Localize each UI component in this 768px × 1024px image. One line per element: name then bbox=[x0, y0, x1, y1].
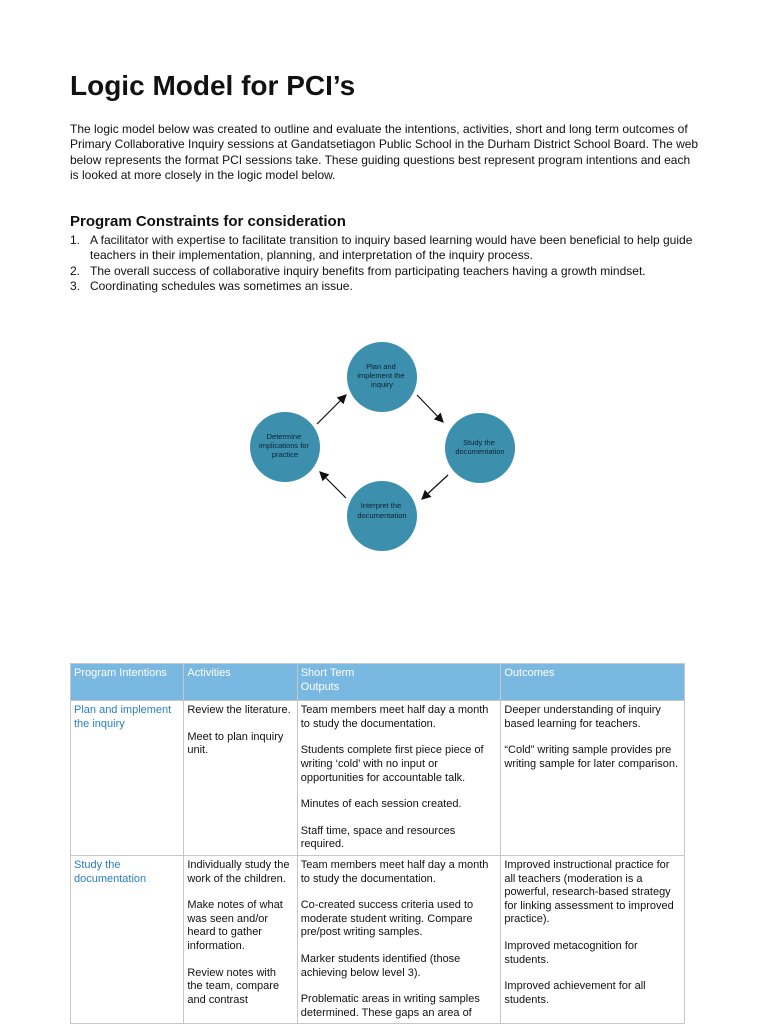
node-label-line: documentation bbox=[357, 511, 407, 520]
cell-paragraph: Improved achievement for all students. bbox=[504, 980, 646, 1006]
cycle-node-left bbox=[250, 412, 320, 482]
node-label-line: implement the bbox=[357, 371, 405, 380]
cell-paragraph: Marker students identified (those achieving below level 3). bbox=[300, 952, 461, 979]
cell-paragraph: Problematic areas in writing samples determined. These gaps an area of bbox=[300, 993, 480, 1019]
cell-paragraph: Improved metacognition for students. bbox=[504, 939, 638, 966]
inquiry-cycle-diagram bbox=[240, 335, 530, 565]
cell-paragraph: Co-created success criteria used to moderate student writing. Compare pre/post writing samples. bbox=[300, 899, 474, 939]
table-header-row bbox=[71, 664, 685, 701]
header-short-term-outputs bbox=[297, 664, 501, 701]
cell-paragraph: Review the literature. bbox=[187, 704, 291, 717]
node-label-line: practice bbox=[271, 450, 299, 459]
outputs-cell bbox=[297, 855, 501, 1023]
node-label-line: documentation bbox=[455, 447, 505, 456]
cell-paragraph: “Cold” writing sample provides pre writing sample for later comparison. bbox=[504, 744, 678, 770]
header-short-term: Short Term bbox=[300, 667, 355, 679]
node-label-line: Interpret the bbox=[360, 501, 402, 510]
header-outcomes: Outcomes bbox=[501, 664, 685, 701]
cell-paragraph: Staff time, space and resources required. bbox=[300, 824, 456, 851]
outcomes-cell bbox=[501, 701, 685, 856]
cell-paragraph: Make notes of what was seen and/or heard to gather information. bbox=[187, 899, 283, 952]
constraint-item bbox=[70, 233, 700, 264]
constraint-text: A facilitator with expertise to facilitate transition to inquiry based learning would have been beneficial to help guide teachers in their implementation, planning, and interpretation of the inquiry process. bbox=[90, 233, 693, 263]
node-label-line: Plan and bbox=[366, 362, 396, 371]
node-label-line: inquiry bbox=[370, 380, 394, 389]
header-activities: Activities bbox=[184, 664, 297, 701]
constraint-item bbox=[70, 279, 700, 294]
activities-cell bbox=[184, 855, 297, 1023]
header-program-intentions: Program Intentions bbox=[71, 664, 184, 701]
constraints-list bbox=[70, 233, 700, 295]
node-label-line: Determine bbox=[266, 432, 302, 441]
constraint-number: 2. bbox=[70, 263, 81, 278]
arrow-bottom-to-left bbox=[320, 472, 346, 498]
cycle-node-top bbox=[347, 342, 417, 412]
arrow-top-to-right bbox=[417, 395, 443, 422]
intention-cell: Plan and implement the inquiry bbox=[71, 701, 184, 856]
cell-paragraph: Meet to plan inquiry unit. bbox=[187, 730, 284, 757]
arrow-left-to-top bbox=[317, 395, 346, 424]
cell-paragraph: Team members meet half day a month to study the documentation. bbox=[300, 704, 489, 730]
cycle-node-right bbox=[445, 413, 515, 483]
header-outputs: Outputs bbox=[300, 680, 340, 693]
cell-paragraph: Deeper understanding of inquiry based learning for teachers. bbox=[504, 704, 661, 730]
cell-paragraph: Improved instructional practice for all teachers (moderation is a powerful, research-based strategy for linking assessment to improved practice). bbox=[504, 858, 674, 926]
logic-model-table bbox=[70, 663, 685, 1024]
constraint-number: 1. bbox=[70, 233, 81, 247]
table-row bbox=[71, 855, 685, 1023]
cell-paragraph: Students complete first piece piece of writing ‘cold’ with no input or opportunities for accountable talk. bbox=[300, 744, 484, 784]
svg-text:Interpret the documentat bbox=[357, 501, 406, 520]
page-title: Logic Model for PCI’s bbox=[70, 70, 356, 101]
cycle-node-bottom bbox=[347, 481, 417, 551]
constraint-text: The overall success of collaborative inquiry benefits from participating teachers having a growth mindset. bbox=[90, 263, 646, 278]
arrow-right-to-bottom bbox=[422, 475, 448, 499]
cell-paragraph: Individually study the work of the children. bbox=[187, 858, 290, 885]
cell-paragraph: Review notes with the team, compare and contrast bbox=[187, 966, 280, 1006]
intro-paragraph: The logic model below was created to outline and evaluate the intentions, activities, short and long term outcomes of Primary Collaborative Inquiry sessions at Gandatsetiagon Public School in the Durham District School Board. The web below represents the format PCI sessions take. These guiding questions best represent program intentions and each is looked at more closely in the logic model below. bbox=[70, 122, 699, 183]
outcomes-cell bbox=[501, 855, 685, 1023]
cell-paragraph: Minutes of each session created. bbox=[300, 798, 462, 811]
table-row bbox=[71, 701, 685, 856]
cell-paragraph: Team members meet half day a month to study the documentation. bbox=[300, 858, 489, 885]
constraints-heading: Program Constraints for consideration bbox=[70, 213, 346, 230]
node-label-line: Study the bbox=[463, 438, 495, 447]
constraint-text: Coordinating schedules was sometimes an issue. bbox=[90, 279, 353, 294]
constraint-item bbox=[70, 264, 700, 279]
constraint-number: 3. bbox=[70, 279, 81, 294]
intention-cell: Study the documentation bbox=[71, 855, 184, 1023]
outputs-cell bbox=[297, 701, 501, 856]
node-label-line: implications for bbox=[258, 441, 309, 450]
activities-cell bbox=[184, 701, 297, 856]
